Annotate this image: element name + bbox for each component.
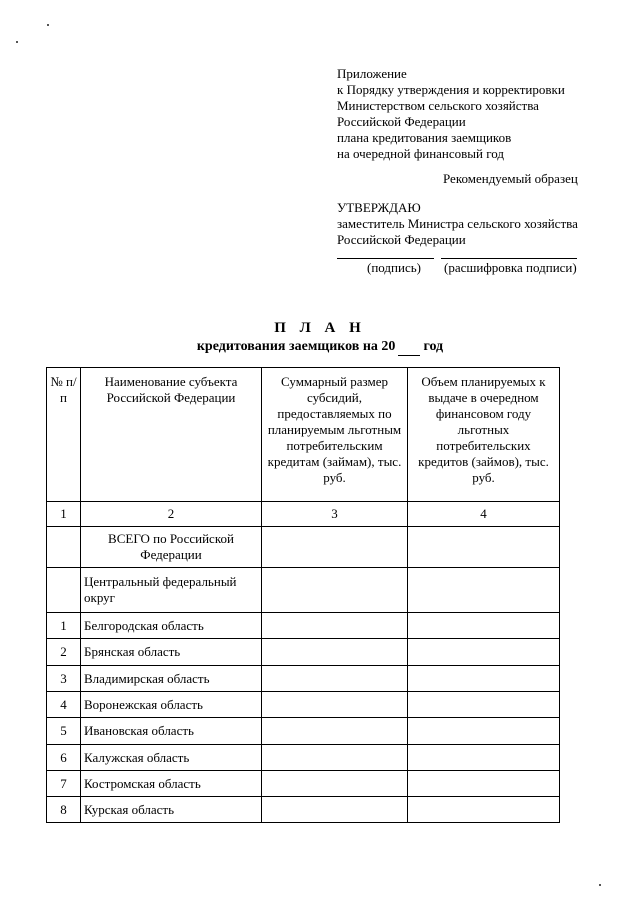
row-name-cell: Белгородская область <box>81 613 262 639</box>
appendix-line: к Порядку утверждения и корректировки <box>337 82 565 97</box>
row-name-cell: Курская область <box>81 797 262 823</box>
header-cell-volume: Объем планируемых к выдаче в очередном финансовом году льготных потребительских кредитов (займов), тыс. руб. <box>408 368 560 502</box>
scan-speck <box>16 41 18 43</box>
appendix-line: Приложение <box>337 66 407 81</box>
header-cell-subject: Наименование субъекта Российской Федерации <box>81 368 262 502</box>
row-name-cell: Владимирская область <box>81 666 262 692</box>
row-sum-cell <box>262 666 408 692</box>
table-row <box>47 718 560 745</box>
row-sum-cell <box>262 639 408 666</box>
row-sum-cell <box>262 718 408 745</box>
table-header-row <box>47 368 560 502</box>
row-number-cell: 7 <box>47 771 81 797</box>
column-number-cell: 1 <box>47 502 81 527</box>
row-name-cell: Костромская область <box>81 771 262 797</box>
appendix-block <box>337 66 565 162</box>
column-number-row <box>47 502 560 527</box>
row-sum-cell <box>262 527 408 568</box>
table-row <box>47 639 560 666</box>
row-volume-cell <box>408 718 560 745</box>
signature-decoding-label: (расшифровка подписи) <box>444 260 577 275</box>
row-number-cell: 2 <box>47 639 81 666</box>
plan-subtitle-prefix: кредитования заемщиков на 20 <box>196 339 396 354</box>
row-volume-cell <box>408 666 560 692</box>
row-volume-cell <box>408 692 560 718</box>
approver-position-line: заместитель Министра сельского хозяйства <box>337 216 578 231</box>
row-volume-cell <box>408 771 560 797</box>
row-name-cell: ВСЕГО по Российской Федерации <box>81 527 262 568</box>
row-number-cell: 6 <box>47 745 81 771</box>
column-number-cell: 3 <box>262 502 408 527</box>
signature-label: (подпись) <box>367 260 421 275</box>
row-name-cell: Центральный федеральный округ <box>81 568 262 613</box>
row-number-cell: 5 <box>47 718 81 745</box>
row-sum-cell <box>262 692 408 718</box>
appendix-line: Российской Федерации <box>337 114 466 129</box>
row-volume-cell <box>408 797 560 823</box>
row-volume-cell <box>408 568 560 613</box>
row-sum-cell <box>262 568 408 613</box>
approver-position-line: Российской Федерации <box>337 232 466 247</box>
plan-subtitle-suffix: год <box>423 339 444 354</box>
row-name-cell: Воронежская область <box>81 692 262 718</box>
row-number-cell <box>47 568 81 613</box>
table-row <box>47 797 560 823</box>
column-number-cell: 2 <box>81 502 262 527</box>
table-row <box>47 771 560 797</box>
table-row <box>47 666 560 692</box>
table-row <box>47 613 560 639</box>
recommended-sample-label: Рекомендуемый образец <box>443 171 578 186</box>
approval-block <box>337 200 578 248</box>
scan-speck <box>47 24 49 26</box>
table-row <box>47 692 560 718</box>
appendix-line: на очередной финансовый год <box>337 146 504 161</box>
table-row <box>47 527 560 568</box>
row-volume-cell <box>408 639 560 666</box>
row-number-cell: 3 <box>47 666 81 692</box>
signature-decoding-line <box>441 258 577 259</box>
row-name-cell: Калужская область <box>81 745 262 771</box>
scan-speck <box>599 884 601 886</box>
row-sum-cell <box>262 745 408 771</box>
approve-title: УТВЕРЖДАЮ <box>337 200 421 215</box>
appendix-line: плана кредитования заемщиков <box>337 130 512 145</box>
row-volume-cell <box>408 613 560 639</box>
row-volume-cell <box>408 745 560 771</box>
row-number-cell: 4 <box>47 692 81 718</box>
row-volume-cell <box>408 527 560 568</box>
row-name-cell: Ивановская область <box>81 718 262 745</box>
row-sum-cell <box>262 771 408 797</box>
row-sum-cell <box>262 797 408 823</box>
row-name-cell: Брянская область <box>81 639 262 666</box>
signature-line <box>337 258 434 259</box>
row-number-cell <box>47 527 81 568</box>
row-sum-cell <box>262 613 408 639</box>
appendix-line: Министерством сельского хозяйства <box>337 98 539 113</box>
table-row <box>47 568 560 613</box>
table-row <box>47 745 560 771</box>
plan-subtitle <box>0 339 640 356</box>
header-cell-number: № п/п <box>47 368 81 502</box>
plan-table <box>46 367 560 823</box>
header-cell-subsidies: Суммарный размер субсидий, предоставляемых по планируемым льготным потребительским кредитам (займам), тыс. руб. <box>262 368 408 502</box>
column-number-cell: 4 <box>408 502 560 527</box>
year-blank <box>398 339 420 356</box>
row-number-cell: 8 <box>47 797 81 823</box>
row-number-cell: 1 <box>47 613 81 639</box>
plan-title: П Л А Н <box>274 320 366 336</box>
